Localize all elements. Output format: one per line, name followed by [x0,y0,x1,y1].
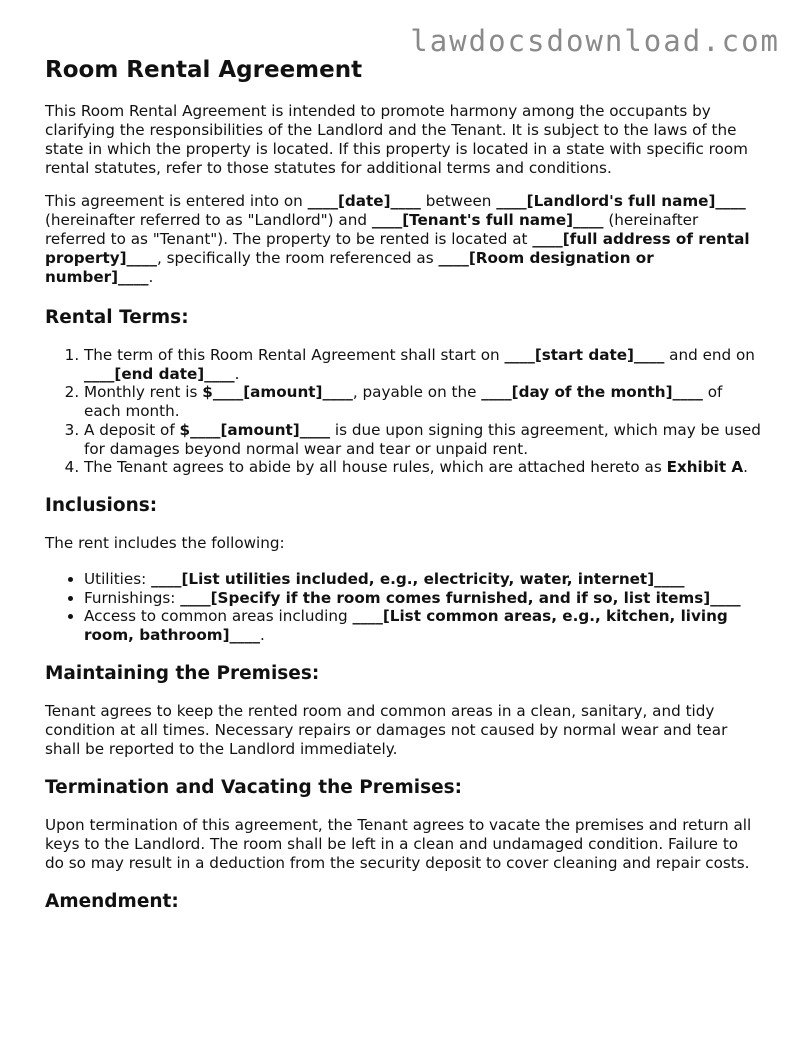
landlord-placeholder: ____[Landlord's full name]____ [496,192,746,210]
document-page [45,52,761,930]
list-item: 2. Monthly rent is $____[amount]____, payable on the ____[day of the month]____ of each month. [84,383,761,420]
parties-paragraph: This agreement is entered into on ____[date]____ between ____[Landlord's full name]____ (hereinafter referred to as "Landlord") and ____[Tenant's full name]____ (hereinafter referred to as "Tenant"). The property to be rented is located at ____[full address of rental property]____, specifically the room referenced as ____[Room designation or number]____. [45,192,750,286]
rental-terms-list [45,346,761,477]
room-placeholder: ____[Room designation or number]____ [45,249,654,286]
maintaining-heading: Maintaining the Premises: [45,662,320,684]
maintaining-paragraph: Tenant agrees to keep the rented room and common areas in a clean, sanitary, and tidy condition at all times. Necessary repairs or damages not caused by normal wear and tear shall be reported to the Landlord immediately. [45,701,728,758]
list-item: 3. A deposit of $____[amount]____ is due upon signing this agreement, which may be used for damages beyond normal wear and tear or unpaid rent. [84,421,761,458]
document-title: Room Rental Agreement [45,57,363,83]
amendment-heading: Amendment: [45,890,179,912]
date-placeholder: ____[date]____ [307,192,421,210]
termination-paragraph: Upon termination of this agreement, the Tenant agrees to vacate the premises and return all keys to the Landlord. The room shall be left in a clean and undamaged condition. Failure to do so may result in a deduction from the security deposit to cover cleaning and repair costs. [45,815,752,872]
inclusions-list [45,570,761,645]
inclusions-lead: The rent includes the following: [45,533,285,552]
address-placeholder: ____[full address of rental property]____ [45,230,750,267]
inclusions-heading: Inclusions: [45,494,158,516]
list-item: 4. The Tenant agrees to abide by all house rules, which are attached hereto as Exhibit A. [84,458,761,477]
rental-terms-heading: Rental Terms: [45,307,189,328]
tenant-placeholder: ____[Tenant's full name]____ [371,211,604,229]
list-item: 1. The term of this Room Rental Agreement shall start on ____[start date]____ and end on ____[end date]____. [84,346,761,383]
termination-heading: Termination and Vacating the Premises: [45,776,463,798]
watermark: lawdocsdownload.com [410,24,780,58]
list-item: • Access to common areas including ____[List common areas, e.g., kitchen, living room, bathroom]____. [84,607,761,644]
list-item: • Utilities: ____[List utilities included, e.g., electricity, water, internet]____ [84,570,761,589]
intro-paragraph: This Room Rental Agreement is intended to promote harmony among the occupants by clarifying the responsibilities of the Landlord and the Tenant. It is subject to the laws of the state in which the property is located. If this property is located in a state with specific room rental statutes, refer to those statutes for additional terms and conditions. [45,102,748,177]
list-item: • Furnishings: ____[Specify if the room comes furnished, and if so, list items]____ [84,589,761,608]
